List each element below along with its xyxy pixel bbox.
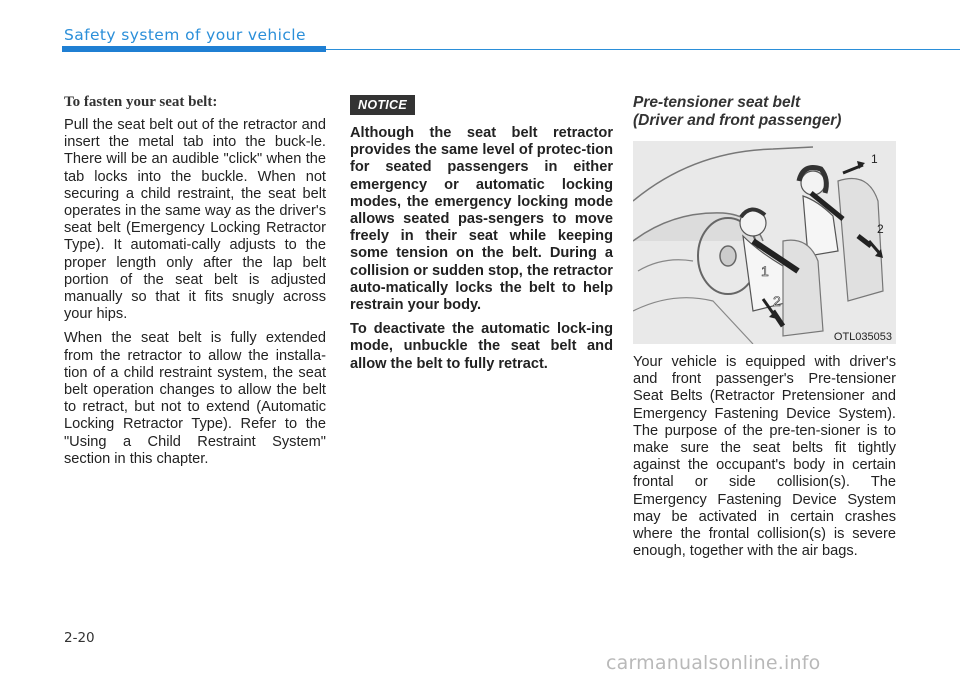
paragraph: Your vehicle is equipped with driver's and front passenger's Pre-tensioner Seat Belts (Retractor Pretensioner and Emergency Fastening Device System). The purpose of the pre-ten-sioner is to make sure the seat belts fit tightly against the occupant's body in certain frontal or side collision(s). The Emergency Fastening Device System may be activated in certain crashes where the frontal collision(s) is severe enough, together with the air bags. — [633, 354, 896, 560]
callout-number: 2 — [877, 222, 884, 236]
notice-paragraph: To deactivate the automatic lock-ing mode, unbuckle the seat belt and allow the belt to fully retract. — [350, 321, 613, 372]
left-column-text — [64, 117, 326, 475]
right-column-text — [633, 354, 896, 567]
paragraph: Pull the seat belt out of the retractor and insert the metal tab into the buck-le. There will be an audible "click" when the tab locks into the buckle. When not securing a child restraint, the seat belt operates in the same way as the driver's seat belt (Emergency Locking Retractor Type). It automati-cally adjusts to the proper length only after the lap belt portion of the seat belt is adjusted manually so that it fits snugly across your hips. — [64, 117, 326, 323]
header-rule — [326, 49, 960, 50]
notice-text — [350, 125, 613, 380]
pretensioner-heading — [633, 94, 913, 130]
page-number: 2-20 — [64, 630, 95, 646]
notice-paragraph: Although the seat belt retractor provides the same level of protec-tion for seated passengers in either emergency or automatic locking modes, the emergency locking mode allows seated pas-sengers to move freely in their seat while keeping some tension on the belt. During a collision or sudden stop, the retractor auto-matically locks the belt to help restrain your body. — [350, 125, 613, 314]
callout-number: 2 — [773, 293, 781, 309]
watermark: carmanualsonline.info — [606, 652, 821, 674]
callout-number: 1 — [761, 263, 769, 279]
fasten-heading: To fasten your seat belt: — [64, 94, 218, 110]
pretensioner-figure — [633, 141, 896, 344]
section-title: Safety system of your vehicle — [64, 26, 306, 44]
heading-line: (Driver and front passenger) — [633, 112, 842, 129]
heading-line: Pre-tensioner seat belt — [633, 94, 801, 111]
paragraph: When the seat belt is fully extended from the retractor to allow the installa-tion of a child restraint system, the seat belt operation changes to allow the belt to retract, but not to extend (Automatic Locking Retractor Type). Refer to the "Using a Child Restraint System" section in this chapter. — [64, 330, 326, 467]
callout-number: 1 — [871, 152, 878, 166]
pretensioner-illustration-icon — [633, 141, 896, 344]
figure-code: OTL035053 — [833, 331, 892, 343]
notice-badge: NOTICE — [350, 95, 415, 115]
header-bar — [62, 46, 326, 52]
